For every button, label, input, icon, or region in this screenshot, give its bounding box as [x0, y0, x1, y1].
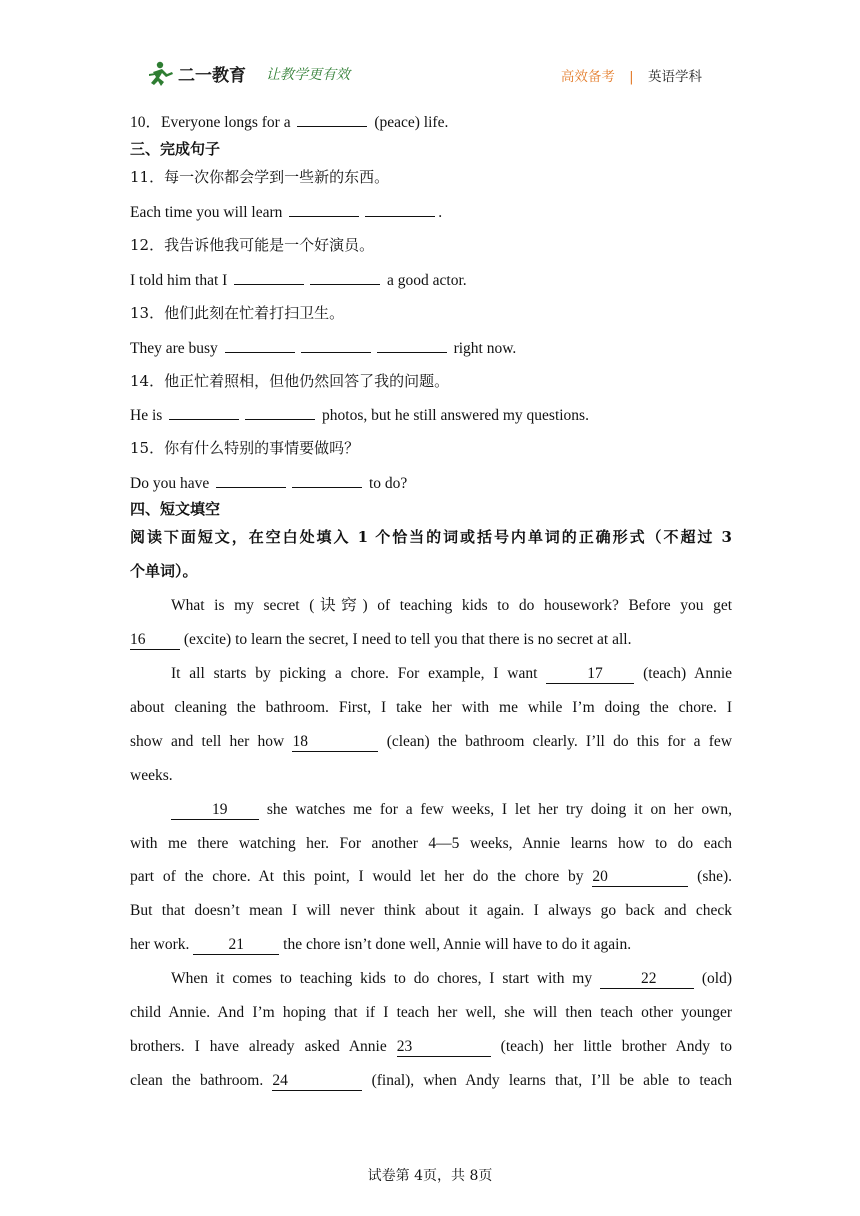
- question-14-english: He is photos, but he still answered my questions.: [130, 404, 589, 427]
- answer-blank: [377, 337, 447, 353]
- passage-line: What is my secret (诀窍) of teaching kids to do housework? Before you get: [171, 597, 732, 614]
- question-15-english: Do you have to do?: [130, 472, 407, 495]
- header-subject-name: 英语学科: [648, 69, 702, 85]
- answer-blank: [289, 201, 359, 217]
- question-12-english: I told him that I a good actor.: [130, 269, 467, 292]
- answer-blank: [234, 269, 304, 285]
- passage-line: part of the chore. At this point, I would let her do the chore by 20 (she).: [130, 868, 733, 885]
- question-12-chinese: 12．我告诉他我可能是一个好演员。: [130, 236, 375, 254]
- passage-line: weeks.: [130, 767, 173, 784]
- answer-blank: [297, 111, 367, 127]
- question-14-chinese: 14．他正忙着照相，但他仍然回答了我的问题。: [130, 372, 450, 390]
- question-13-chinese: 13．他们此刻在忙着打扫卫生。: [130, 304, 345, 322]
- passage-line: 19 she watches me for a few weeks, I let her try doing it on her own,: [130, 793, 732, 827]
- blank-17: 17: [546, 666, 634, 684]
- passage-line: But that doesn’t mean I will never think about it again. I always go back and check: [130, 902, 732, 919]
- question-15-chinese: 15．你有什么特别的事情要做吗？: [130, 439, 360, 457]
- slogan: 让教学更有效: [266, 67, 350, 83]
- section-4-heading: 四、短文填空: [130, 500, 221, 518]
- answer-blank: [225, 337, 295, 353]
- passage-line: her work. 21 the chore isn’t done well, Annie will have to do it again.: [130, 936, 632, 953]
- page-header: [130, 56, 730, 90]
- passage-line: It all starts by picking a chore. For example, I want 17 (teach) Annie: [171, 665, 733, 682]
- instruction-line-1: 阅读下面短文，在空白处填入 1 个恰当的词或括号内单词的正确形式（不超过 3: [130, 528, 732, 546]
- question-13-english: They are busy right now.: [130, 337, 516, 360]
- question-10: 10．Everyone longs for a (peace) life.: [130, 111, 448, 134]
- blank-18: 18: [292, 734, 378, 752]
- question-11-english: Each time you will learn .: [130, 201, 442, 224]
- header-tag: 高效备考: [560, 69, 615, 85]
- passage-line: child Annie. And I’m hoping that if I teach her well, she will then teach other younger: [130, 1004, 732, 1021]
- passage-line: about cleaning the bathroom. First, I take her with me while I’m doing the chore. I: [130, 699, 732, 716]
- question-11-chinese: 11．每一次你都会学到一些新的东西。: [130, 168, 390, 186]
- blank-23: 23: [397, 1039, 491, 1057]
- blank-22: 22: [600, 971, 694, 989]
- passage-line: brothers. I have already asked Annie 23 (teach) her little brother Andy to: [130, 1038, 733, 1055]
- blank-24: 24: [272, 1073, 362, 1091]
- logo-icon: [148, 60, 258, 88]
- passage-line: with me there watching her. For another 4—5 weeks, Annie learns how to do each: [130, 835, 732, 852]
- passage-line: 16 (excite) to learn the secret, I need to tell you that there is no secret at all.: [130, 631, 632, 648]
- blank-21: 21: [193, 937, 279, 955]
- section-3-heading: 三、完成句子: [130, 140, 221, 158]
- blank-16: 16: [130, 632, 180, 650]
- passage-line: clean the bathroom. 24 (final), when Andy learns that, I’ll be able to teach: [130, 1072, 733, 1089]
- answer-blank: [301, 337, 371, 353]
- blank-20: 20: [592, 869, 688, 887]
- answer-blank: [245, 404, 315, 420]
- answer-blank: [292, 472, 362, 488]
- header-subject: [561, 65, 702, 85]
- passage-line: When it comes to teaching kids to do chores, I start with my 22 (old): [171, 970, 733, 987]
- page-footer: 试卷第 4页，共 8页: [367, 1168, 493, 1184]
- blank-19: 19: [171, 802, 259, 820]
- answer-blank: [365, 201, 435, 217]
- header-separator: |: [629, 69, 634, 85]
- passage-line: show and tell her how 18 (clean) the bathroom clearly. I’ll do this for a few: [130, 733, 733, 750]
- svg-text:二一教育: 二一教育: [178, 66, 246, 86]
- answer-blank: [169, 404, 239, 420]
- answer-blank: [216, 472, 286, 488]
- instruction-line-2: 个单词）。: [130, 562, 198, 580]
- answer-blank: [310, 269, 380, 285]
